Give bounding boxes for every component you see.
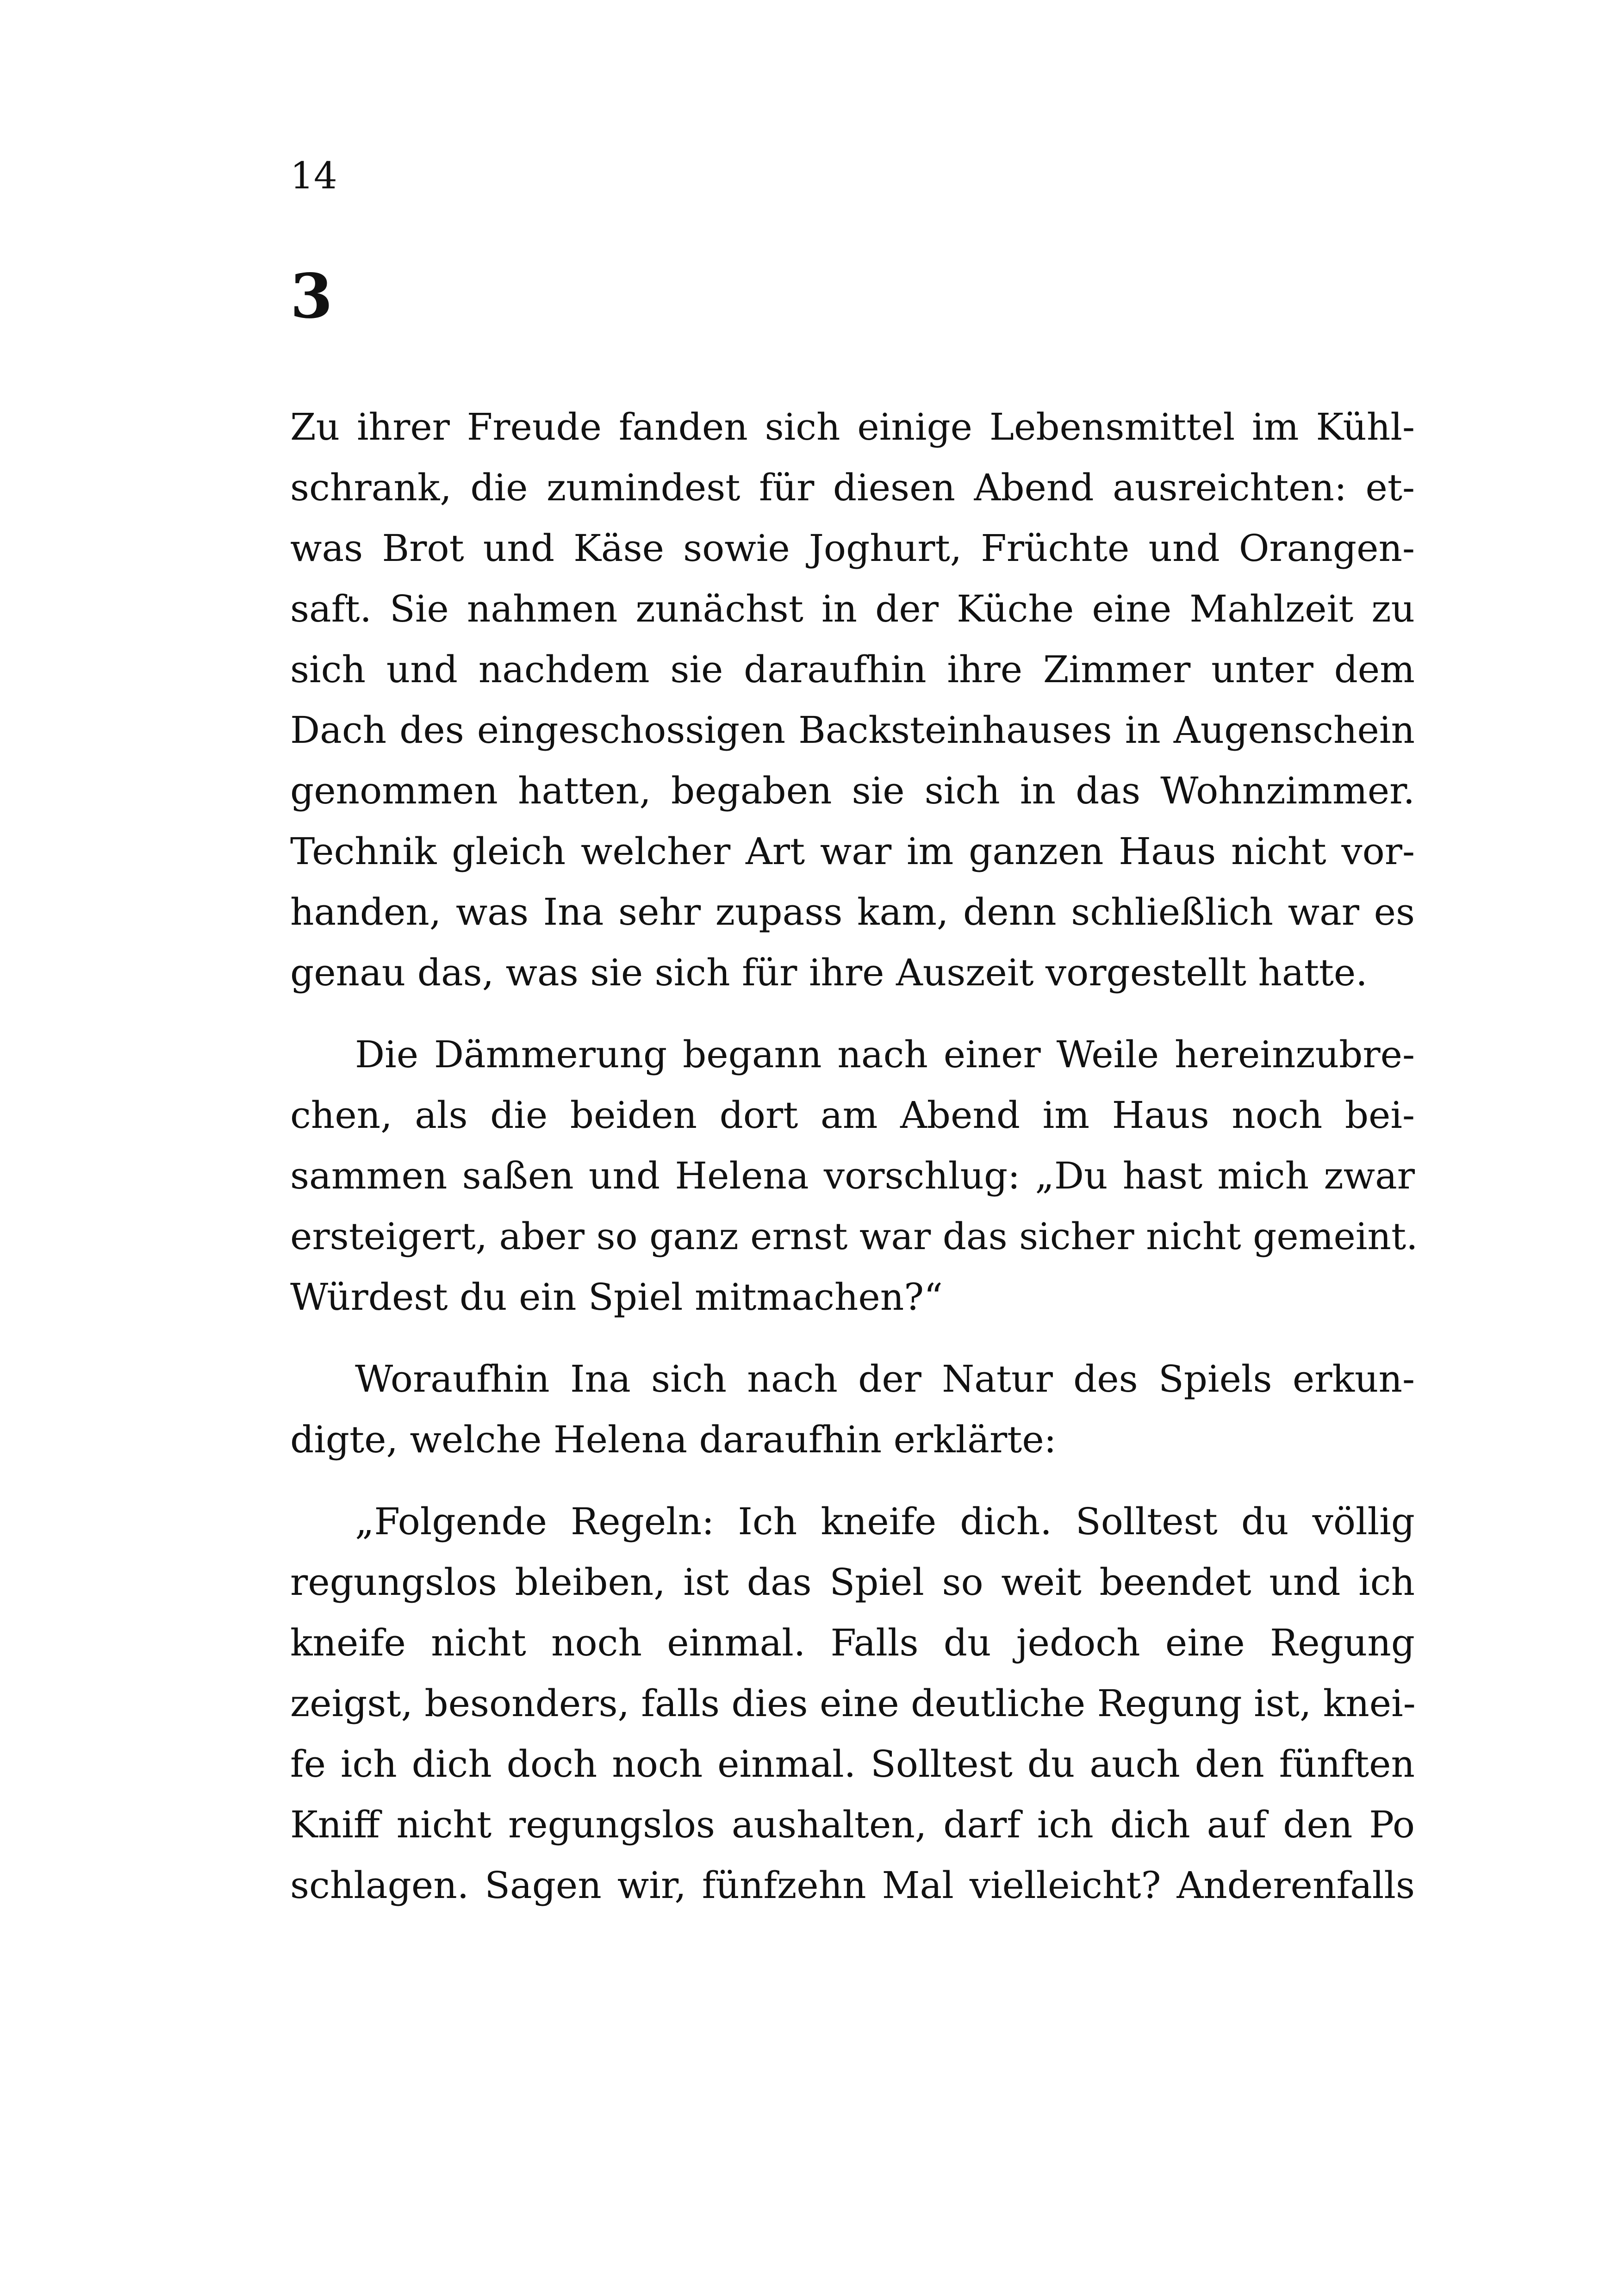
paragraph-4 <box>290 1491 1415 1916</box>
text-line: Zu ihrer Freude fanden sich einige Lebensmittel im Kühl- <box>290 405 1415 448</box>
text-line: schlagen. Sagen wir, fünfzehn Mal vielleicht? Anderenfalls <box>290 1864 1415 1907</box>
text-line: Würdest du ein Spiel mitmachen?“ <box>290 1276 943 1319</box>
text-line: schrank, die zumindest für diesen Abend ausreichten: et- <box>290 466 1415 509</box>
text-line: chen, als die beiden dort am Abend im Haus noch bei- <box>290 1094 1415 1137</box>
paragraph-2 <box>290 1024 1418 1327</box>
text-line: Technik gleich welcher Art war im ganzen Haus nicht vor- <box>290 830 1415 873</box>
body-text <box>290 397 1418 1916</box>
text-line: ersteigert, aber so ganz ernst war das sicher nicht gemeint. <box>290 1215 1418 1258</box>
text-line: „Folgende Regeln: Ich kneife dich. Solltest du völlig <box>355 1500 1415 1543</box>
text-line: sammen saßen und Helena vorschlug: „Du hast mich zwar <box>290 1154 1415 1197</box>
page-number: 14 <box>290 154 337 197</box>
text-line: handen, was Ina sehr zupass kam, denn schließlich war es <box>290 890 1415 933</box>
paragraph-1 <box>290 397 1415 1003</box>
text-line: Kniff nicht regungslos aushalten, darf ich dich auf den Po <box>290 1803 1415 1846</box>
text-line: Woraufhin Ina sich nach der Natur des Spiels erkun- <box>355 1357 1415 1400</box>
text-line: zeigst, besonders, falls dies eine deutliche Regung ist, knei- <box>290 1682 1416 1725</box>
text-line: digte, welche Helena daraufhin erklärte: <box>290 1418 1057 1461</box>
text-line: sich und nachdem sie daraufhin ihre Zimmer unter dem <box>290 648 1415 691</box>
text-line: fe ich dich doch noch einmal. Solltest du auch den fünften <box>290 1742 1415 1786</box>
text-line: Dach des eingeschossigen Backsteinhauses in Augenschein <box>290 709 1415 752</box>
text-line: regungslos bleiben, ist das Spiel so weit beendet und ich <box>290 1561 1415 1604</box>
paragraph-3 <box>290 1349 1415 1470</box>
chapter-number: 3 <box>290 261 333 332</box>
text-line: Die Dämmerung begann nach einer Weile hereinzubre- <box>355 1033 1415 1076</box>
text-line: genau das, was sie sich für ihre Auszeit vorgestellt hatte. <box>290 951 1368 994</box>
text-line: kneife nicht noch einmal. Falls du jedoch eine Regung <box>290 1621 1415 1664</box>
text-line: saft. Sie nahmen zunächst in der Küche eine Mahlzeit zu <box>290 587 1415 630</box>
text-line: genommen hatten, begaben sie sich in das Wohnzimmer. <box>290 769 1415 812</box>
text-line: was Brot und Käse sowie Joghurt, Früchte und Orangen- <box>290 527 1415 570</box>
